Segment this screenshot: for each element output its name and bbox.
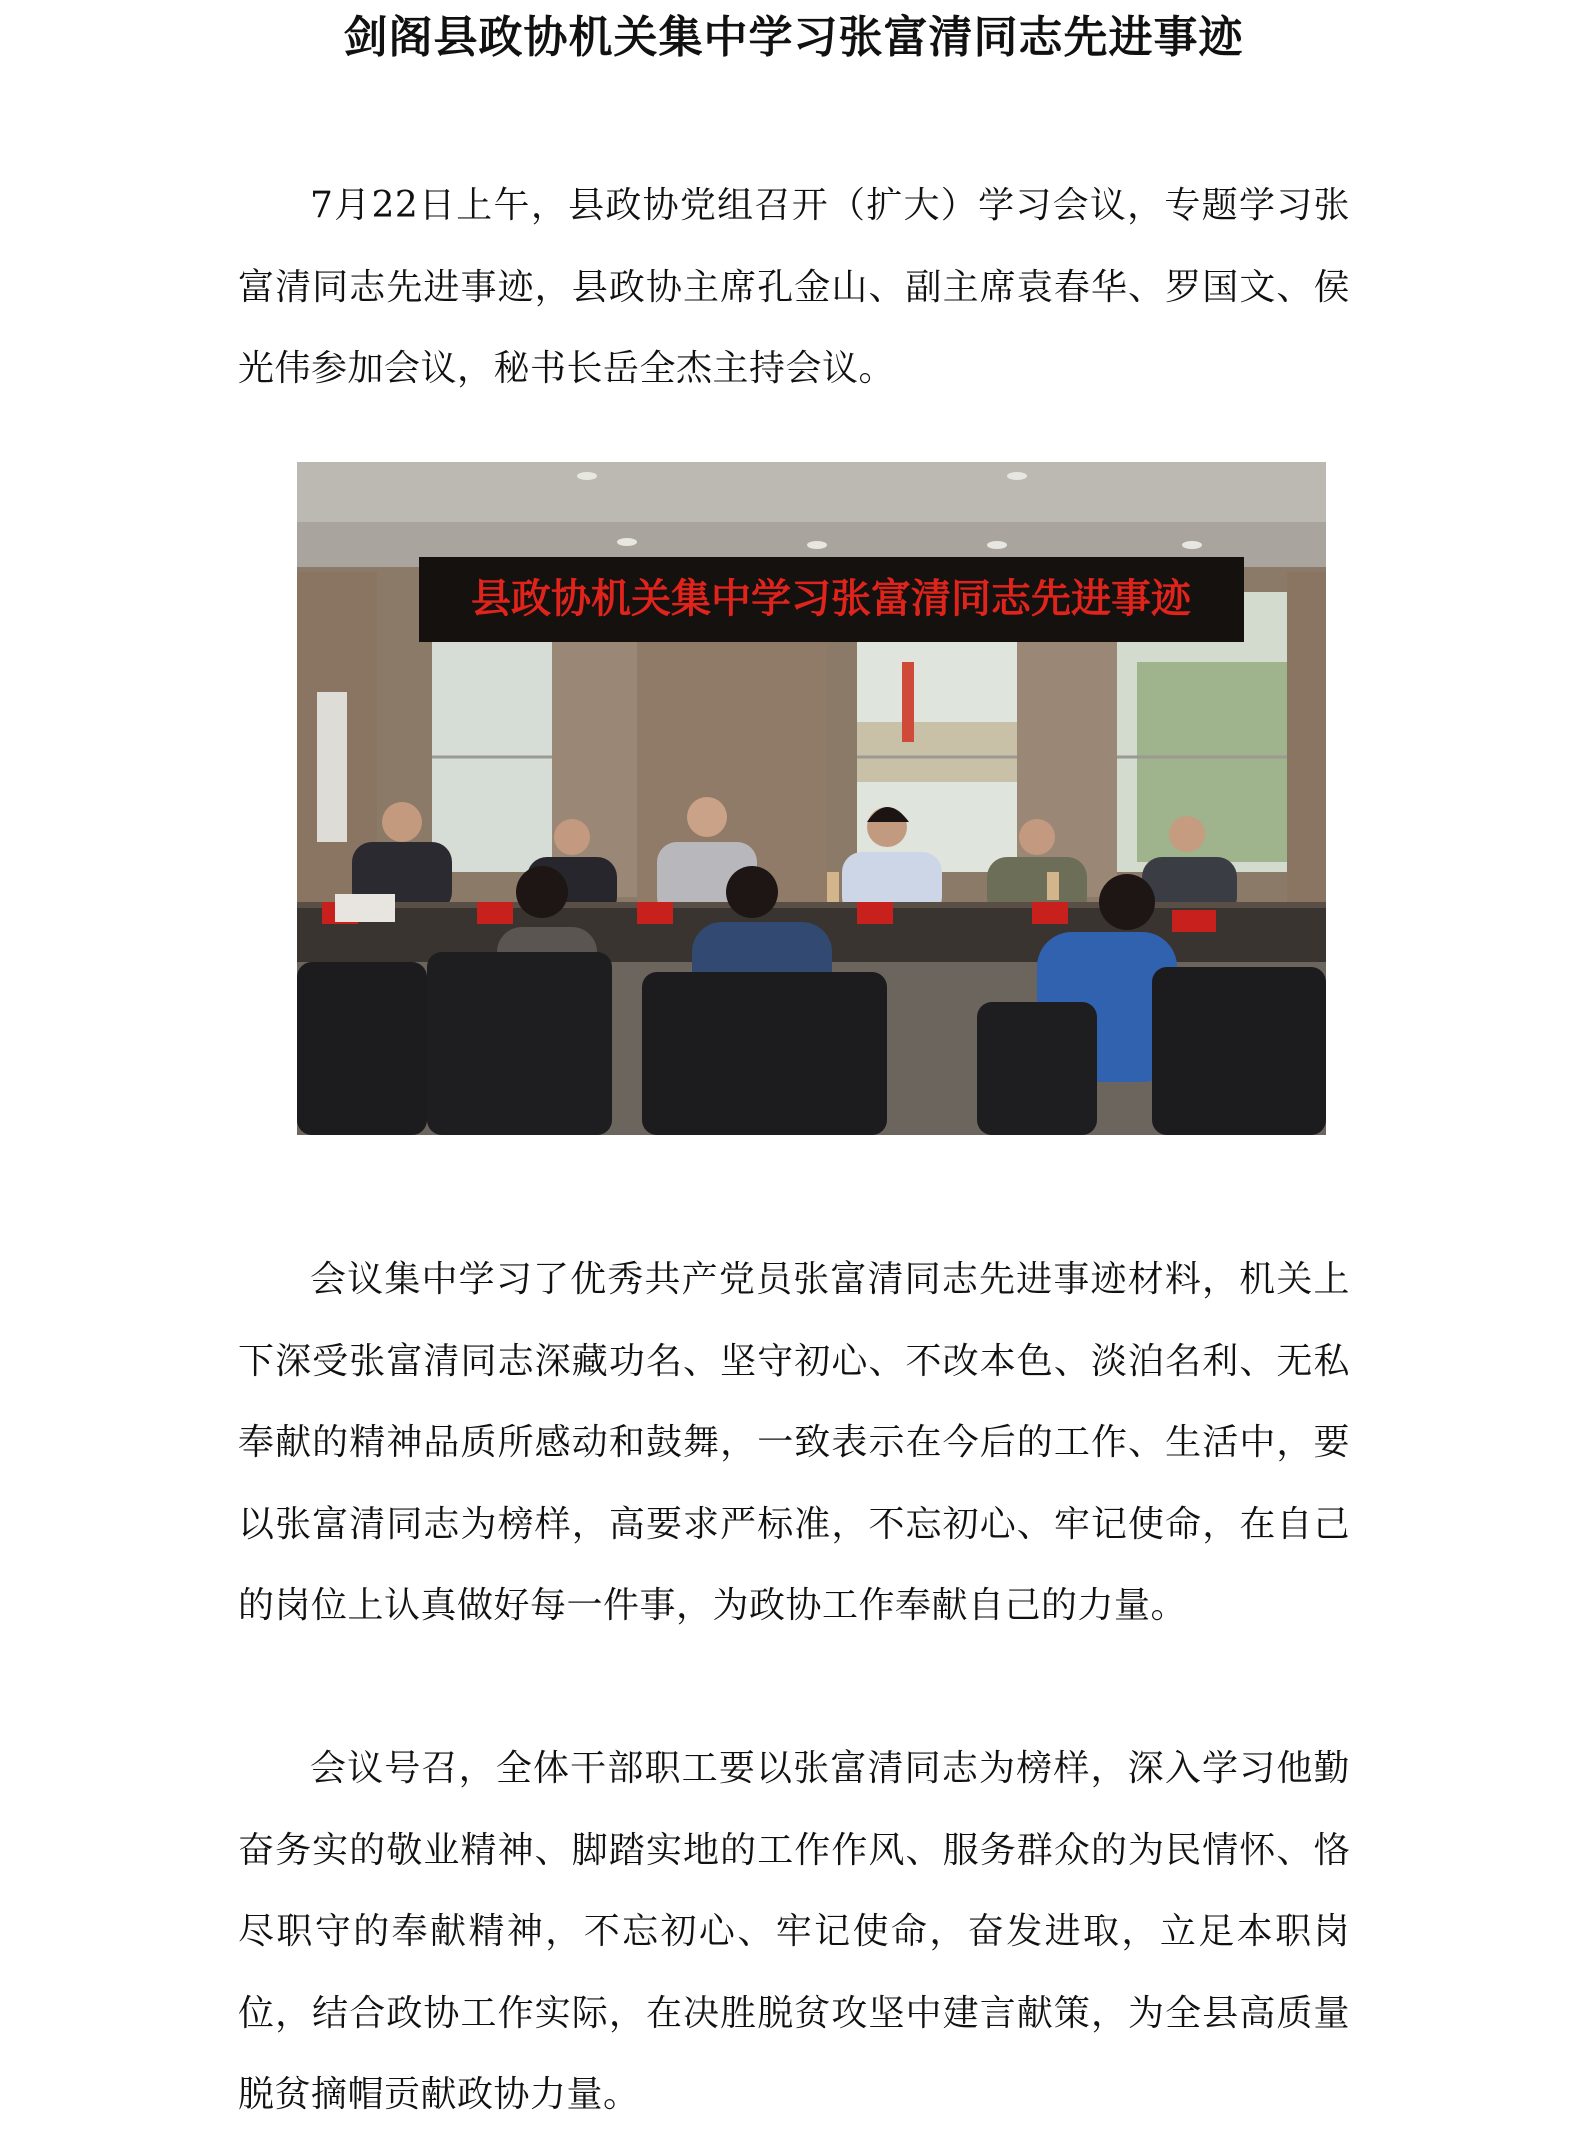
chair <box>427 952 612 1135</box>
nameplate <box>637 902 673 924</box>
nameplate <box>477 902 513 924</box>
nameplate <box>1032 902 1068 924</box>
paragraph-3: 会议号召，全体干部职工要以张富清同志为榜样，深入学习他勤奋务实的敬业精神、脚踏实地的工作作风、服务群众的为民情怀、恪尽职守的奉献精神，不忘初心、牢记使命，奋发进取，立足本职岗位，结合政协工作实际，在决胜脱贫攻坚中建言献策，为全县高质量脱贫摘帽贡献政协力量。 <box>238 1748 1350 2115</box>
cup <box>827 872 839 902</box>
led-banner-text: 县政协机关集中学习张富清同志先进事迹 <box>471 575 1191 622</box>
paragraph-1: 7月22日上午，县政协党组召开（扩大）学习会议，专题学习张富清同志先进事迹，县政协主席孔金山、副主席袁春华、罗国文、侯光伟参加会议，秘书长岳全杰主持会议。 <box>238 185 1350 389</box>
nameplate <box>1172 910 1216 932</box>
chair <box>642 972 887 1135</box>
nameplate <box>857 902 893 924</box>
curtain <box>1287 572 1326 902</box>
chair <box>977 1002 1097 1135</box>
paragraph-2: 会议集中学习了优秀共产党员张富清同志先进事迹材料，机关上下深受张富清同志深藏功名、坚守初心、不改本色、淡泊名利、无私奉献的精神品质所感动和鼓舞，一致表示在今后的工作、生活中，要以张富清同志为榜样，高要求严标准，不忘初心、牢记使命，在自己的岗位上认真做好每一件事，为政协工作奉献自己的力量。 <box>238 1259 1350 1626</box>
meeting-photo <box>297 462 1326 1135</box>
tissue-box <box>335 894 395 922</box>
cup <box>1047 872 1059 900</box>
chair <box>1152 967 1326 1135</box>
page-title: 剑阁县政协机关集中学习张富清同志先进事迹 <box>343 12 1244 63</box>
chair <box>297 962 427 1135</box>
